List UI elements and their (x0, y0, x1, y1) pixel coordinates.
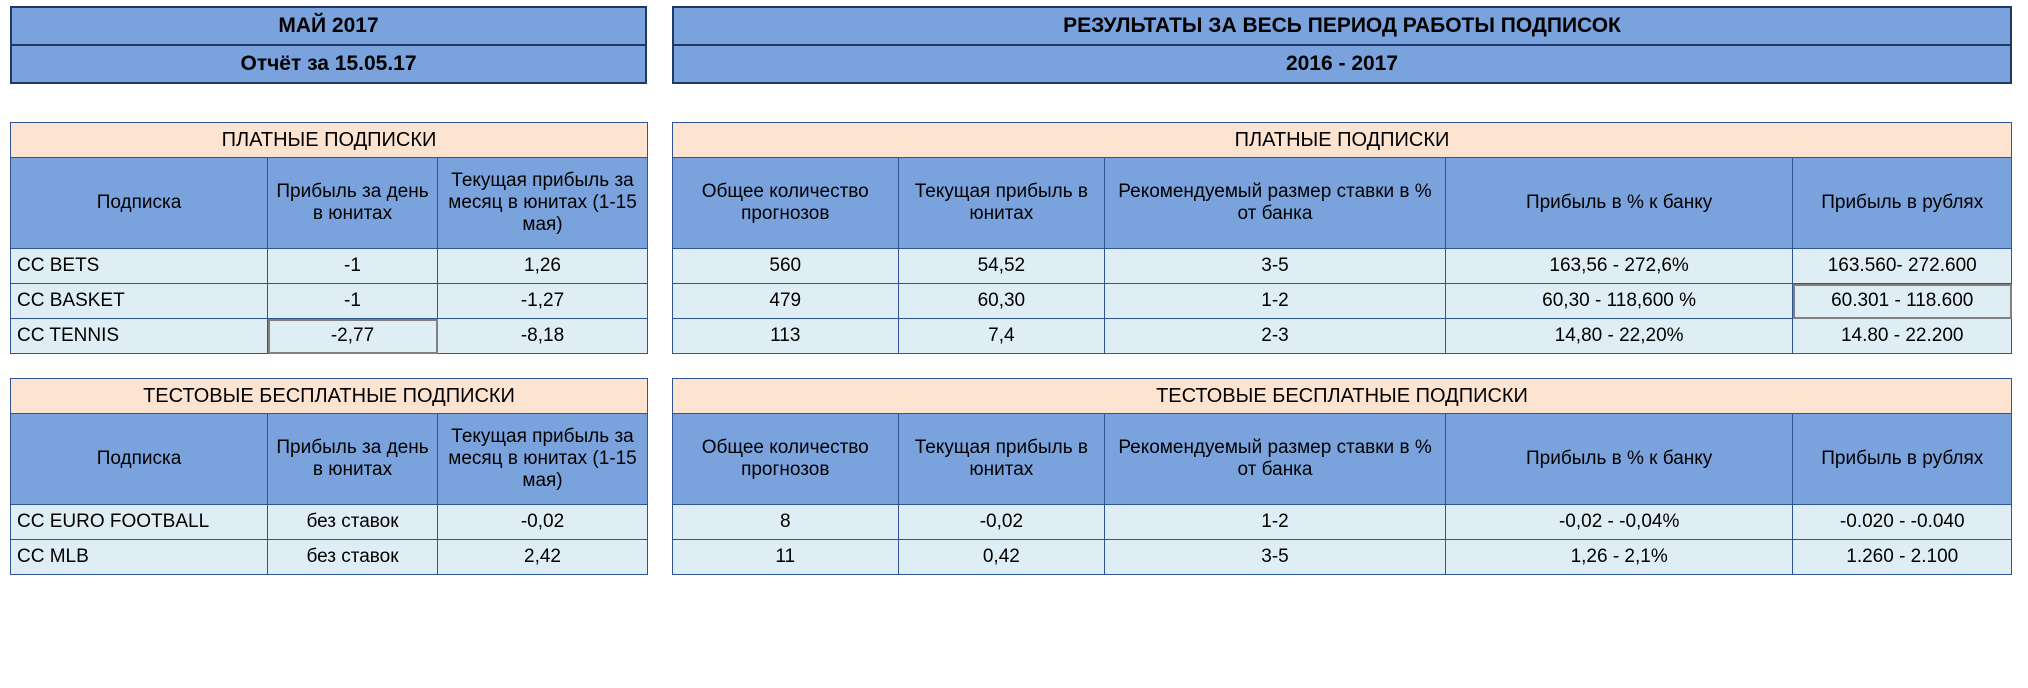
total-forecasts: 8 (673, 505, 899, 540)
subscription-name: CC MLB (11, 540, 268, 575)
banner-row (673, 7, 2011, 45)
spacer (10, 84, 648, 122)
spacer (10, 354, 648, 378)
column-header: Общее количество прогнозов (673, 158, 899, 249)
section-title-row (11, 379, 648, 414)
right-paid-table (672, 122, 2012, 354)
spacer (672, 84, 2012, 122)
right-report-block (672, 6, 2012, 575)
total-forecasts: 560 (673, 249, 899, 284)
right-banner-title: РЕЗУЛЬТАТЫ ЗА ВЕСЬ ПЕРИОД РАБОТЫ ПОДПИСОК (673, 7, 2011, 45)
table-header-row (673, 158, 2012, 249)
subscription-name: CC TENNIS (11, 319, 268, 354)
banner-row (11, 45, 646, 83)
column-header: Прибыль в % к банку (1445, 158, 1793, 249)
column-header: Подписка (11, 414, 268, 505)
column-header: Текущая прибыль за месяц в юнитах (1-15 мая) (438, 158, 648, 249)
profit-percent-bank: 163,56 - 272,6% (1445, 249, 1793, 284)
column-header: Текущая прибыль за месяц в юнитах (1-15 мая) (438, 414, 648, 505)
right-banner-table (672, 6, 2012, 84)
current-profit-units: -0,02 (898, 505, 1105, 540)
left-paid-section-title: ПЛАТНЫЕ ПОДПИСКИ (11, 123, 648, 158)
month-profit-units: -8,18 (438, 319, 648, 354)
profit-rubles: 14.80 - 22.200 (1793, 319, 2012, 354)
table-row[interactable] (673, 319, 2012, 354)
column-header: Общее количество прогнозов (673, 414, 899, 505)
profit-rubles: 1.260 - 2.100 (1793, 540, 2012, 575)
column-header: Подписка (11, 158, 268, 249)
month-profit-units: -0,02 (438, 505, 648, 540)
current-profit-units: 60,30 (898, 284, 1105, 319)
recommended-stake: 1-2 (1105, 284, 1446, 319)
right-free-section-title: ТЕСТОВЫЕ БЕСПЛАТНЫЕ ПОДПИСКИ (673, 379, 2012, 414)
total-forecasts: 113 (673, 319, 899, 354)
recommended-stake: 3-5 (1105, 249, 1446, 284)
profit-percent-bank: -0,02 - -0,04% (1445, 505, 1793, 540)
profit-rubles-selected[interactable]: 60.301 - 118.600 (1793, 284, 2012, 319)
profit-percent-bank: 1,26 - 2,1% (1445, 540, 1793, 575)
right-paid-section-title: ПЛАТНЫЕ ПОДПИСКИ (673, 123, 2012, 158)
right-free-table (672, 378, 2012, 575)
column-header: Рекомендуемый размер ставки в % от банка (1105, 158, 1446, 249)
month-profit-units: -1,27 (438, 284, 648, 319)
table-row[interactable] (673, 249, 2012, 284)
left-banner-report-date: Отчёт за 15.05.17 (11, 45, 646, 83)
day-profit-units: без ставок (268, 540, 438, 575)
column-header: Прибыль в % к банку (1445, 414, 1793, 505)
profit-percent-bank: 14,80 - 22,20% (1445, 319, 1793, 354)
current-profit-units: 0,42 (898, 540, 1105, 575)
month-profit-units: 1,26 (438, 249, 648, 284)
table-row[interactable] (11, 249, 648, 284)
column-header: Текущая прибыль в юнитах (898, 158, 1105, 249)
column-header: Прибыль за день в юнитах (268, 414, 438, 505)
recommended-stake: 2-3 (1105, 319, 1446, 354)
left-free-section-title: ТЕСТОВЫЕ БЕСПЛАТНЫЕ ПОДПИСКИ (11, 379, 648, 414)
day-profit-units: -1 (268, 284, 438, 319)
table-row[interactable] (673, 505, 2012, 540)
section-title-row (673, 123, 2012, 158)
column-header: Прибыль за день в юнитах (268, 158, 438, 249)
left-report-block (10, 6, 648, 575)
banner-row (673, 45, 2011, 83)
table-header-row (11, 414, 648, 505)
column-header: Прибыль в рублях (1793, 158, 2012, 249)
table-row[interactable] (11, 540, 648, 575)
left-banner-month: МАЙ 2017 (11, 7, 646, 45)
right-banner-period: 2016 - 2017 (673, 45, 2011, 83)
left-free-table (10, 378, 648, 575)
table-row[interactable] (11, 505, 648, 540)
current-profit-units: 7,4 (898, 319, 1105, 354)
profit-rubles: -0.020 - -0.040 (1793, 505, 2012, 540)
banner-row (11, 7, 646, 45)
total-forecasts: 11 (673, 540, 899, 575)
column-header: Рекомендуемый размер ставки в % от банка (1105, 414, 1446, 505)
spacer (672, 354, 2012, 378)
table-row[interactable] (11, 284, 648, 319)
total-forecasts: 479 (673, 284, 899, 319)
column-header: Текущая прибыль в юнитах (898, 414, 1105, 505)
recommended-stake: 3-5 (1105, 540, 1446, 575)
column-header: Прибыль в рублях (1793, 414, 2012, 505)
table-row[interactable] (673, 540, 2012, 575)
subscription-name: CC BETS (11, 249, 268, 284)
table-row[interactable] (11, 319, 648, 354)
subscription-name: CC BASKET (11, 284, 268, 319)
day-profit-units: -1 (268, 249, 438, 284)
recommended-stake: 1-2 (1105, 505, 1446, 540)
current-profit-units: 54,52 (898, 249, 1105, 284)
left-paid-table (10, 122, 648, 354)
section-title-row (11, 123, 648, 158)
table-header-row (673, 414, 2012, 505)
month-profit-units: 2,42 (438, 540, 648, 575)
table-row[interactable] (673, 284, 2012, 319)
section-title-row (673, 379, 2012, 414)
profit-rubles: 163.560- 272.600 (1793, 249, 2012, 284)
subscription-name: CC EURO FOOTBALL (11, 505, 268, 540)
profit-percent-bank: 60,30 - 118,600 % (1445, 284, 1793, 319)
day-profit-units-selected[interactable]: -2,77 (268, 319, 438, 354)
table-header-row (11, 158, 648, 249)
left-banner-table (10, 6, 647, 84)
day-profit-units: без ставок (268, 505, 438, 540)
